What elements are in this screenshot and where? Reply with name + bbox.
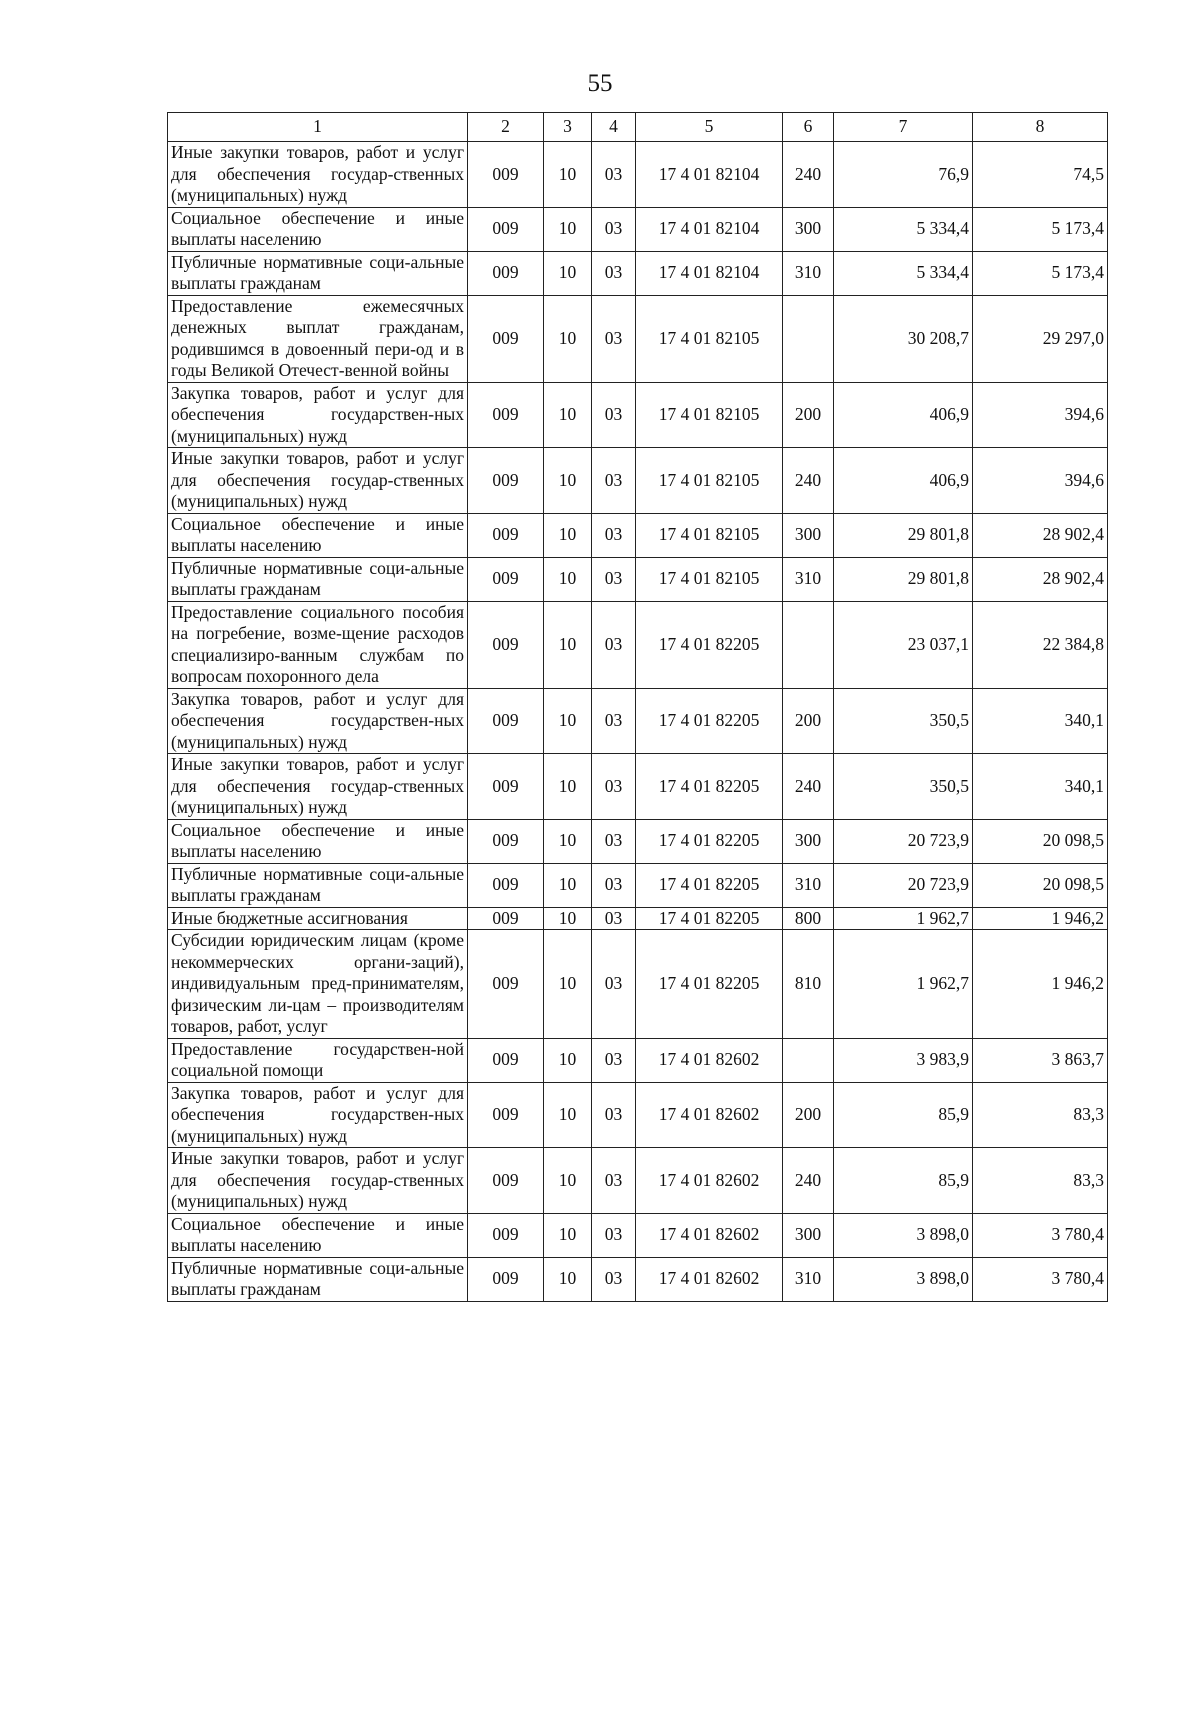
cell-amount-1: 23 037,1 (834, 601, 973, 688)
cell-amount-1: 76,9 (834, 142, 973, 208)
cell-expense-type: 240 (783, 142, 834, 208)
cell-section: 10 (544, 251, 592, 295)
cell-amount-2: 1 946,2 (973, 930, 1108, 1039)
cell-subsection: 03 (592, 1038, 636, 1082)
cell-amount-2: 3 780,4 (973, 1213, 1108, 1257)
cell-expense-type: 300 (783, 513, 834, 557)
cell-amount-2: 28 902,4 (973, 513, 1108, 557)
cell-expense-type (783, 1038, 834, 1082)
cell-section: 10 (544, 382, 592, 448)
cell-subsection: 03 (592, 142, 636, 208)
cell-target-article: 17 4 01 82205 (636, 907, 783, 930)
cell-expense-type: 240 (783, 1148, 834, 1214)
cell-section: 10 (544, 448, 592, 514)
cell-name: Социальное обеспечение и иные выплаты населению (168, 1213, 468, 1257)
cell-section: 10 (544, 907, 592, 930)
cell-name: Иные закупки товаров, работ и услуг для обеспечения государ-ственных (муниципальных) нужд (168, 1148, 468, 1214)
table-row (168, 1257, 1108, 1301)
header-col-1: 1 (168, 113, 468, 142)
cell-dept-code: 009 (468, 907, 544, 930)
table-row (168, 142, 1108, 208)
table-row (168, 907, 1108, 930)
cell-target-article: 17 4 01 82602 (636, 1038, 783, 1082)
cell-amount-1: 3 898,0 (834, 1257, 973, 1301)
cell-amount-2: 5 173,4 (973, 251, 1108, 295)
table-header (168, 113, 1108, 142)
cell-expense-type: 810 (783, 930, 834, 1039)
cell-dept-code: 009 (468, 688, 544, 754)
cell-amount-1: 20 723,9 (834, 863, 973, 907)
cell-amount-2: 29 297,0 (973, 295, 1108, 382)
table-row (168, 930, 1108, 1039)
cell-expense-type: 310 (783, 863, 834, 907)
header-col-2: 2 (468, 113, 544, 142)
table-body (168, 142, 1108, 1302)
cell-target-article: 17 4 01 82105 (636, 295, 783, 382)
header-col-7: 7 (834, 113, 973, 142)
cell-amount-2: 3 863,7 (973, 1038, 1108, 1082)
cell-expense-type (783, 295, 834, 382)
cell-target-article: 17 4 01 82104 (636, 142, 783, 208)
cell-name: Предоставление социального пособия на погребение, возме-щение расходов специализиро-ванным службам по вопросам похоронного дела (168, 601, 468, 688)
cell-name: Иные бюджетные ассигнования (168, 907, 468, 930)
cell-amount-2: 5 173,4 (973, 207, 1108, 251)
cell-name: Социальное обеспечение и иные выплаты населению (168, 207, 468, 251)
cell-amount-1: 406,9 (834, 448, 973, 514)
cell-expense-type: 300 (783, 819, 834, 863)
cell-amount-1: 406,9 (834, 382, 973, 448)
header-col-3: 3 (544, 113, 592, 142)
table-row (168, 1082, 1108, 1148)
table-row (168, 295, 1108, 382)
cell-dept-code: 009 (468, 754, 544, 820)
cell-amount-1: 350,5 (834, 688, 973, 754)
cell-amount-2: 74,5 (973, 142, 1108, 208)
cell-amount-1: 29 801,8 (834, 557, 973, 601)
cell-dept-code: 009 (468, 1213, 544, 1257)
cell-target-article: 17 4 01 82602 (636, 1148, 783, 1214)
cell-target-article: 17 4 01 82105 (636, 382, 783, 448)
cell-name: Закупка товаров, работ и услуг для обеспечения государствен-ных (муниципальных) нужд (168, 382, 468, 448)
cell-section: 10 (544, 295, 592, 382)
cell-section: 10 (544, 1148, 592, 1214)
cell-expense-type: 300 (783, 207, 834, 251)
cell-amount-1: 85,9 (834, 1148, 973, 1214)
cell-name: Закупка товаров, работ и услуг для обеспечения государствен-ных (муниципальных) нужд (168, 688, 468, 754)
cell-section: 10 (544, 1257, 592, 1301)
cell-section: 10 (544, 557, 592, 601)
cell-name: Публичные нормативные соци-альные выплаты гражданам (168, 863, 468, 907)
header-col-5: 5 (636, 113, 783, 142)
cell-dept-code: 009 (468, 1257, 544, 1301)
cell-subsection: 03 (592, 1213, 636, 1257)
cell-dept-code: 009 (468, 382, 544, 448)
cell-dept-code: 009 (468, 863, 544, 907)
cell-expense-type: 200 (783, 382, 834, 448)
table-row (168, 251, 1108, 295)
cell-target-article: 17 4 01 82205 (636, 688, 783, 754)
cell-subsection: 03 (592, 688, 636, 754)
cell-dept-code: 009 (468, 251, 544, 295)
cell-subsection: 03 (592, 382, 636, 448)
cell-section: 10 (544, 142, 592, 208)
cell-amount-1: 350,5 (834, 754, 973, 820)
cell-subsection: 03 (592, 513, 636, 557)
cell-dept-code: 009 (468, 601, 544, 688)
cell-target-article: 17 4 01 82205 (636, 863, 783, 907)
cell-target-article: 17 4 01 82602 (636, 1213, 783, 1257)
cell-amount-1: 1 962,7 (834, 930, 973, 1039)
cell-name: Субсидии юридическим лицам (кроме некоммерческих органи-заций), индивидуальным пред-принимателям, физическим ли-цам – производителям товаров, работ, услуг (168, 930, 468, 1039)
cell-amount-2: 394,6 (973, 448, 1108, 514)
cell-target-article: 17 4 01 82205 (636, 930, 783, 1039)
cell-expense-type: 310 (783, 1257, 834, 1301)
cell-target-article: 17 4 01 82205 (636, 754, 783, 820)
cell-expense-type (783, 601, 834, 688)
cell-subsection: 03 (592, 819, 636, 863)
cell-amount-2: 83,3 (973, 1148, 1108, 1214)
table-row (168, 688, 1108, 754)
cell-name: Социальное обеспечение и иные выплаты населению (168, 819, 468, 863)
cell-target-article: 17 4 01 82602 (636, 1257, 783, 1301)
cell-amount-1: 1 962,7 (834, 907, 973, 930)
table-row (168, 448, 1108, 514)
cell-dept-code: 009 (468, 930, 544, 1039)
cell-section: 10 (544, 819, 592, 863)
cell-section: 10 (544, 863, 592, 907)
cell-dept-code: 009 (468, 819, 544, 863)
cell-subsection: 03 (592, 1082, 636, 1148)
cell-section: 10 (544, 513, 592, 557)
cell-target-article: 17 4 01 82105 (636, 557, 783, 601)
header-col-8: 8 (973, 113, 1108, 142)
cell-section: 10 (544, 930, 592, 1039)
cell-amount-2: 1 946,2 (973, 907, 1108, 930)
cell-amount-1: 5 334,4 (834, 207, 973, 251)
cell-target-article: 17 4 01 82205 (636, 601, 783, 688)
cell-expense-type: 240 (783, 448, 834, 514)
cell-target-article: 17 4 01 82105 (636, 513, 783, 557)
header-col-4: 4 (592, 113, 636, 142)
cell-target-article: 17 4 01 82602 (636, 1082, 783, 1148)
table-row (168, 382, 1108, 448)
table-row (168, 207, 1108, 251)
table-row (168, 1213, 1108, 1257)
cell-subsection: 03 (592, 907, 636, 930)
cell-subsection: 03 (592, 448, 636, 514)
table-row (168, 863, 1108, 907)
header-row (168, 113, 1108, 142)
cell-amount-1: 29 801,8 (834, 513, 973, 557)
cell-amount-2: 3 780,4 (973, 1257, 1108, 1301)
cell-name: Публичные нормативные соци-альные выплаты гражданам (168, 251, 468, 295)
cell-expense-type: 200 (783, 688, 834, 754)
cell-name: Предоставление ежемесячных денежных выплат гражданам, родившимся в довоенный пери-од и в годы Великой Отечест-венной войны (168, 295, 468, 382)
cell-name: Предоставление государствен-ной социальной помощи (168, 1038, 468, 1082)
cell-section: 10 (544, 601, 592, 688)
page-number: 55 (587, 70, 613, 97)
cell-subsection: 03 (592, 930, 636, 1039)
cell-subsection: 03 (592, 1148, 636, 1214)
cell-section: 10 (544, 1038, 592, 1082)
cell-expense-type: 310 (783, 557, 834, 601)
table-row (168, 1038, 1108, 1082)
cell-section: 10 (544, 688, 592, 754)
cell-amount-2: 340,1 (973, 688, 1108, 754)
cell-amount-1: 3 983,9 (834, 1038, 973, 1082)
cell-name: Публичные нормативные соци-альные выплаты гражданам (168, 1257, 468, 1301)
cell-name: Иные закупки товаров, работ и услуг для обеспечения государ-ственных (муниципальных) нужд (168, 754, 468, 820)
cell-amount-1: 30 208,7 (834, 295, 973, 382)
cell-amount-1: 85,9 (834, 1082, 973, 1148)
cell-dept-code: 009 (468, 1148, 544, 1214)
cell-section: 10 (544, 207, 592, 251)
cell-amount-1: 3 898,0 (834, 1213, 973, 1257)
cell-target-article: 17 4 01 82104 (636, 207, 783, 251)
table-row (168, 754, 1108, 820)
cell-dept-code: 009 (468, 557, 544, 601)
cell-subsection: 03 (592, 207, 636, 251)
table-row (168, 1148, 1108, 1214)
cell-target-article: 17 4 01 82205 (636, 819, 783, 863)
cell-dept-code: 009 (468, 448, 544, 514)
cell-target-article: 17 4 01 82105 (636, 448, 783, 514)
cell-subsection: 03 (592, 601, 636, 688)
table-row (168, 819, 1108, 863)
cell-subsection: 03 (592, 863, 636, 907)
cell-subsection: 03 (592, 295, 636, 382)
cell-expense-type: 300 (783, 1213, 834, 1257)
table-row (168, 513, 1108, 557)
cell-dept-code: 009 (468, 207, 544, 251)
cell-expense-type: 200 (783, 1082, 834, 1148)
table-row (168, 601, 1108, 688)
header-col-6: 6 (783, 113, 834, 142)
cell-section: 10 (544, 754, 592, 820)
cell-section: 10 (544, 1213, 592, 1257)
cell-dept-code: 009 (468, 513, 544, 557)
cell-amount-2: 83,3 (973, 1082, 1108, 1148)
cell-dept-code: 009 (468, 295, 544, 382)
cell-target-article: 17 4 01 82104 (636, 251, 783, 295)
cell-amount-2: 28 902,4 (973, 557, 1108, 601)
cell-amount-2: 20 098,5 (973, 863, 1108, 907)
cell-name: Закупка товаров, работ и услуг для обеспечения государствен-ных (муниципальных) нужд (168, 1082, 468, 1148)
cell-dept-code: 009 (468, 1038, 544, 1082)
cell-amount-1: 5 334,4 (834, 251, 973, 295)
cell-amount-2: 340,1 (973, 754, 1108, 820)
cell-name: Иные закупки товаров, работ и услуг для обеспечения государ-ственных (муниципальных) нужд (168, 142, 468, 208)
table-row (168, 557, 1108, 601)
cell-amount-1: 20 723,9 (834, 819, 973, 863)
cell-name: Иные закупки товаров, работ и услуг для обеспечения государ-ственных (муниципальных) нужд (168, 448, 468, 514)
cell-dept-code: 009 (468, 1082, 544, 1148)
budget-table (167, 112, 1108, 1302)
cell-section: 10 (544, 1082, 592, 1148)
cell-subsection: 03 (592, 557, 636, 601)
cell-amount-2: 22 384,8 (973, 601, 1108, 688)
cell-subsection: 03 (592, 754, 636, 820)
cell-dept-code: 009 (468, 142, 544, 208)
cell-expense-type: 800 (783, 907, 834, 930)
cell-subsection: 03 (592, 1257, 636, 1301)
cell-amount-2: 394,6 (973, 382, 1108, 448)
cell-name: Публичные нормативные соци-альные выплаты гражданам (168, 557, 468, 601)
cell-expense-type: 310 (783, 251, 834, 295)
cell-expense-type: 240 (783, 754, 834, 820)
cell-name: Социальное обеспечение и иные выплаты населению (168, 513, 468, 557)
cell-subsection: 03 (592, 251, 636, 295)
cell-amount-2: 20 098,5 (973, 819, 1108, 863)
